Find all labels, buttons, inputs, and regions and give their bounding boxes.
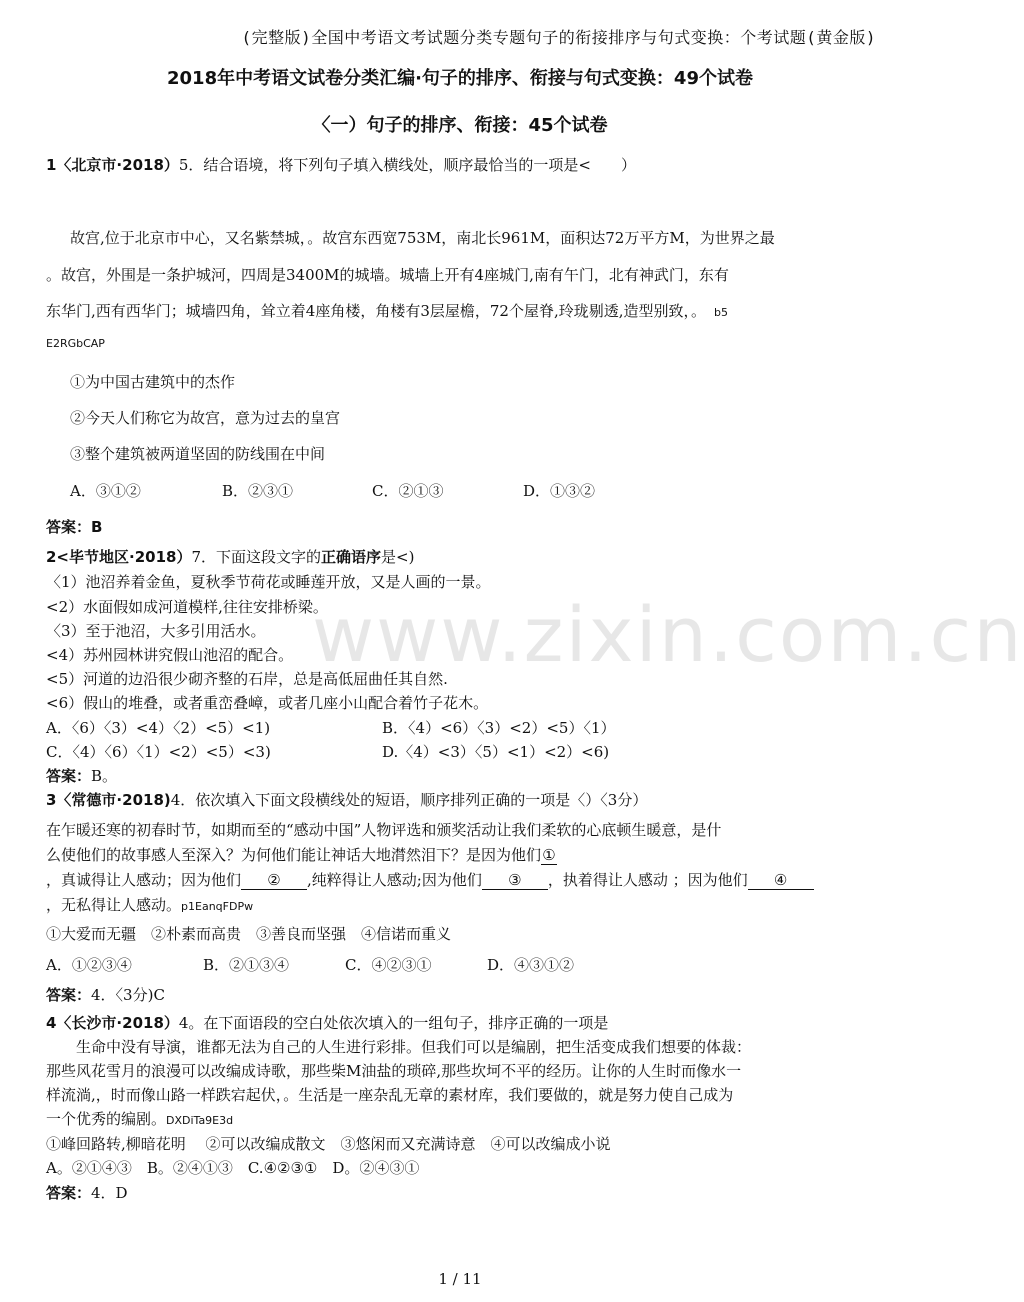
blank-3: ③ xyxy=(482,871,548,890)
watermark: www.zixin.com.cn xyxy=(312,590,1024,679)
passage-text: 东华门,西有西华门；城墙四角，耸立着4座角楼，角楼有3层屋檐，72个屋脊,玲珑剔透,造型别致，。 xyxy=(46,302,706,320)
question-2-item: 〈3）至于池沼，大多引用活水。 xyxy=(46,622,266,640)
answer-value: B。 xyxy=(91,767,118,785)
question-2-answer xyxy=(46,765,117,786)
question-1-number: 1〈北京市·2018） xyxy=(46,156,179,174)
answer-label: 答案： xyxy=(46,1184,92,1202)
question-3-passage-line: 在乍暖还寒的初春时节，如期而至的“感动中国”人物评选和颁奖活动让我们柔软的心底顿生暖意，是什 xyxy=(46,821,722,839)
passage-code: b5 xyxy=(713,306,728,319)
answer-value: 4．D xyxy=(91,1184,128,1202)
passage-text: ，执着得让人感动 ；因为他们 xyxy=(547,871,748,889)
answer-value: B xyxy=(91,518,103,536)
question-4-stem xyxy=(46,1012,608,1033)
question-2-option-d: D.〈4）<3）〈5）<1）<2）<6) xyxy=(382,743,610,761)
answer-label: 答案： xyxy=(46,767,92,785)
section-title: 〈一）句子的排序、衔接：45个试卷 xyxy=(312,115,608,136)
blank-4: ④ xyxy=(748,871,814,890)
question-4-phrases: ①峰回路转,柳暗花明 ②可以改编成散文 ③悠闲而又充满诗意 ④可以改编成小说 xyxy=(46,1135,611,1153)
question-3-number: 3〈常德市·2018) xyxy=(46,791,171,809)
question-4-passage-line: 生命中没有导演，谁都无法为自己的人生进行彩排。但我们可以是编剧，把生活变成我们想要的体裁： xyxy=(46,1038,752,1056)
question-4-passage-line: 样流淌,，时而像山路一样跌宕起伏，。生活是一座杂乱无章的素材库，我们要做的，就是努力使自己成为 xyxy=(46,1086,734,1104)
page-header: (完整版)全国中考语文考试题分类专题句子的衔接排序与句式变换：个考试题(黄金版) xyxy=(241,28,876,47)
question-1-passage-line: 故宫,位于北京市中心，又名紫禁城，。故宫东西宽753M，南北长961M，面积达72万平方M，为世界之最 xyxy=(70,229,775,247)
passage-text: ，无私得让人感动。 xyxy=(46,896,182,914)
passage-text: 一个优秀的编剧。 xyxy=(46,1110,167,1128)
question-4-answer xyxy=(46,1182,128,1203)
question-4-text: 4。在下面语段的空白处依次填入的一组句子，排序正确的一项是 xyxy=(178,1014,609,1032)
question-3-option-c: C．④②③① xyxy=(345,956,432,974)
question-3-answer xyxy=(46,984,165,1005)
question-2-text: 7．下面这段文字的 xyxy=(191,548,321,566)
answer-label: 答案： xyxy=(46,518,92,536)
question-4-number: 4〈长沙市·2018） xyxy=(46,1014,179,1032)
question-3-stem xyxy=(46,789,647,810)
passage-text: 么使他们的故事感人至深入？为何他们能让神话大地潸然泪下？是因为他们 xyxy=(46,846,542,864)
question-2-emphasis: 正确语序 xyxy=(321,548,382,566)
question-1-code-line: E2RGbCAP xyxy=(46,337,105,350)
question-1-stem xyxy=(46,154,636,175)
question-2-item: 〈1）池沼养着金鱼，夏秋季节荷花或睡莲开放，又是人画的一景。 xyxy=(46,573,491,591)
blank-1: ① xyxy=(542,846,556,864)
question-4-passage-line xyxy=(46,1108,233,1129)
passage-code: DXDiTa9E3d xyxy=(166,1114,234,1127)
passage-text: ，真诚得让人感动；因为他们 xyxy=(46,871,242,889)
answer-label: 答案： xyxy=(46,986,92,1004)
question-1-sentence-3: ③整个建筑被两道坚固的防线围在中间 xyxy=(70,445,326,463)
question-3-option-a: A．①②③④ xyxy=(46,956,132,974)
question-3-passage-line xyxy=(46,844,557,865)
question-2-stem xyxy=(46,546,414,567)
question-1-option-d: D．①③② xyxy=(523,482,596,500)
question-2-item: <5）河道的边沿很少砌齐整的石岸，总是高低屈曲任其自然. xyxy=(46,670,448,688)
question-1-sentence-2: ②今天人们称它为故宫，意为过去的皇宫 xyxy=(70,409,341,427)
question-4-options: A。②①④③ B。②④①③ C.④②③① D。②④③① xyxy=(46,1159,420,1177)
question-1-passage-line: 。故宫，外围是一条护城河，四周是3400M的城墙。城墙上开有4座城门,南有午门，北有神武门，东有 xyxy=(46,266,729,284)
question-1-answer xyxy=(46,516,102,537)
passage-code: p1EanqFDPw xyxy=(181,900,254,913)
question-3-passage-line xyxy=(46,869,814,890)
question-2-option-c: C．〈4）〈6）〈1）<2）<5）<3) xyxy=(46,743,271,761)
question-3-passage-line xyxy=(46,894,253,915)
question-4-passage-line: 那些风花雪月的浪漫可以改编成诗歌，那些柴M油盐的琐碎,那些坎坷不平的经历。让你的人生时而像水一 xyxy=(46,1062,742,1080)
question-2-item: <2）水面假如成河道模样,往往安排桥梁。 xyxy=(46,598,328,616)
question-3-option-b: B．②①③④ xyxy=(203,956,290,974)
question-2-text-end: 是<) xyxy=(381,548,415,566)
question-1-option-a: A．③①② xyxy=(70,482,141,500)
passage-text: ,纯粹得让人感动;因为他们 xyxy=(307,871,482,889)
question-2-option-b: B．〈4）<6）〈3）<2）<5）〈1） xyxy=(382,719,616,737)
question-2-option-a: A．〈6）〈3）<4）〈2）<5）<1) xyxy=(46,719,271,737)
question-2-number: 2<毕节地区·2018） xyxy=(46,548,192,566)
question-1-sentence-1: ①为中国古建筑中的杰作 xyxy=(70,373,236,391)
question-3-phrases: ①大爱而无疆 ②朴素而高贵 ③善良而坚强 ④信诺而重义 xyxy=(46,925,452,943)
question-3-text: 4．依次填入下面文段横线处的短语，顺序排列正确的一项是〈）〈3分） xyxy=(170,791,648,809)
question-2-item: <6）假山的堆叠，或者重峦叠嶂，或者几座小山配合着竹子花木。 xyxy=(46,694,489,712)
document-title: 2018年中考语文试卷分类汇编·句子的排序、衔接与句式变换：49个试卷 xyxy=(167,68,753,89)
blank-2: ② xyxy=(241,871,307,890)
question-3-option-d: D．④③①② xyxy=(487,956,575,974)
question-1-text: 5．结合语境，将下列句子填入横线处，顺序最恰当的一项是< ） xyxy=(178,156,637,174)
question-1-passage-line xyxy=(46,300,728,321)
question-2-item: <4）苏州园林讲究假山池沼的配合。 xyxy=(46,646,294,664)
page-number: 1 / 11 xyxy=(438,1270,482,1288)
question-1-option-b: B．②③① xyxy=(222,482,294,500)
answer-value: 4．〈3分)C xyxy=(91,986,165,1004)
question-1-option-c: C．②①③ xyxy=(372,482,444,500)
